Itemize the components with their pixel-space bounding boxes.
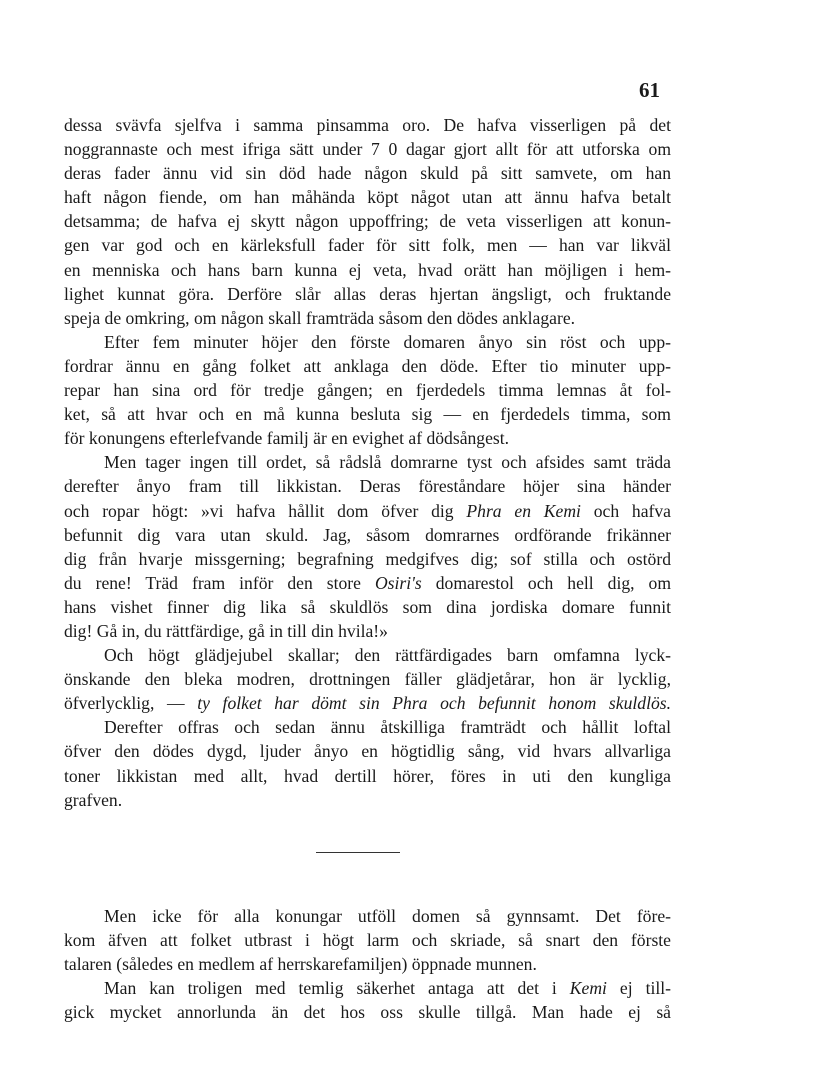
text-line: speja de omkring, om någon skall framträda såsom den dödes anklagare. — [64, 307, 576, 328]
text-line: gen var god och en kärleksfull fader för sitt folk, men — han var likväl — [64, 235, 671, 256]
text-line: för konungens efterlefvande familj är en evighet af dödsångest. — [64, 428, 510, 449]
text-line: dessa svävfa sjelfva i samma pinsamma oro. De hafva visserligen på det — [64, 115, 671, 135]
italic-quote: ty folket har dömt sin Phra och befunnit honom skuldlös. — [197, 693, 672, 714]
italic-name: Osiri's — [374, 572, 422, 593]
paragraph-7 — [64, 976, 671, 1024]
text-line — [64, 976, 671, 1000]
text-line: repar han sina ord för tredje gången; en fjerdedels timma lemnas åt fol- — [64, 380, 671, 401]
main-text-block — [64, 113, 671, 812]
text-line — [64, 571, 671, 595]
text-line: Efter fem minuter höjer den förste domaren ånyo sin röst och upp- — [104, 331, 671, 352]
text-line: noggrannaste och mest ifriga sätt under 7 0 dagar gjort allt för att utforska om — [64, 139, 671, 160]
paragraph-5 — [64, 715, 671, 811]
text-line: deras fader ännu vid sin död hade någon skuld på sitt samvete, om han — [64, 163, 671, 184]
section-divider — [316, 852, 400, 853]
text-line: dig från hvarje missgerning; begrafning medgifves dig; sof stilla och ostörd — [64, 548, 671, 569]
text-line: kom äfven att folket utbrast i högt larm och skriade, så snart den förste — [64, 930, 671, 951]
text-line: lighet kunnat göra. Derföre slår allas deras hjertan ängsligt, och fruktande — [64, 283, 671, 304]
text-line: fordrar ännu en gång folket att anklaga den döde. Efter tio minuter upp- — [64, 355, 671, 376]
text-line — [64, 691, 671, 715]
text-line: gick mycket annorlunda än det hos oss skulle tillgå. Man hade ej så — [64, 1002, 671, 1023]
italic-name: Phra en Kemi — [466, 500, 581, 521]
second-text-block — [64, 904, 671, 1024]
text-fragment: domarestol och hell dig, om — [435, 572, 672, 593]
text-line: Derefter offras och sedan ännu åtskilliga framträdt och hållit loftal — [104, 717, 671, 738]
text-line: toner likkistan med allt, hvad dertill hörer, föres in uti den kungliga — [64, 765, 671, 786]
text-fragment: öfverlycklig, — — [64, 693, 185, 714]
text-line: en menniska och hans barn kunna ej veta, hvad orätt han möjligen i hem- — [64, 259, 671, 280]
text-line: derefter ånyo fram till likkistan. Deras föreståndare höjer sina händer — [64, 476, 671, 497]
text-line: dig! Gå in, du rättfärdige, gå in till din hvila!» — [64, 620, 388, 641]
text-fragment: Man kan troligen med temlig säkerhet antaga att det i — [104, 978, 557, 999]
paragraph-1 — [64, 113, 671, 330]
paragraph-3 — [64, 450, 671, 643]
text-fragment: och ropar högt: »vi hafva hållit dom öfver dig — [64, 500, 454, 521]
paragraph-6 — [64, 904, 671, 976]
text-line: haft någon fiende, om han måhända köpt något utan att ännu hafva betalt — [64, 187, 671, 208]
text-line: befunnit dig vara utan skuld. Jag, såsom domrarnes ordförande frikänner — [64, 524, 671, 545]
text-line: Men tager ingen till ordet, så rådslå domrarne tyst och afsides samt träda — [104, 452, 671, 473]
text-line: Och högt glädjejubel skallar; den rättfärdigades barn omfamna lyck- — [104, 645, 671, 666]
paragraph-2 — [64, 330, 671, 450]
text-line: önskande den bleka modren, drottningen fäller glädjetårar, hon är lycklig, — [64, 669, 671, 690]
text-fragment: du rene! Träd fram inför den store — [64, 572, 361, 593]
text-line: talaren (således en medlem af herrskarefamiljen) öppnade munnen. — [64, 954, 537, 975]
text-line: grafven. — [64, 789, 123, 810]
text-line: detsamma; de hafva ej skytt någon uppoffring; de veta visserligen att konun- — [64, 211, 671, 232]
italic-name: Kemi — [569, 978, 607, 999]
text-line: hans vishet finner dig lika så skuldlös som dina jordiska domare funnit — [64, 596, 671, 617]
text-line: öfver den dödes dygd, ljuder ånyo en högtidlig sång, vid hvars allvarliga — [64, 741, 671, 762]
text-fragment: ej till- — [619, 978, 671, 999]
text-line — [64, 499, 671, 523]
paragraph-4 — [64, 643, 671, 715]
text-line: Men icke för alla konungar utföll domen så gynnsamt. Det före- — [104, 906, 671, 926]
text-line: ket, så att hvar och en må kunna besluta sig — en fjerdedels timma, som — [64, 404, 671, 425]
page-number: 61 — [639, 78, 660, 102]
text-fragment: och hafva — [593, 500, 671, 521]
